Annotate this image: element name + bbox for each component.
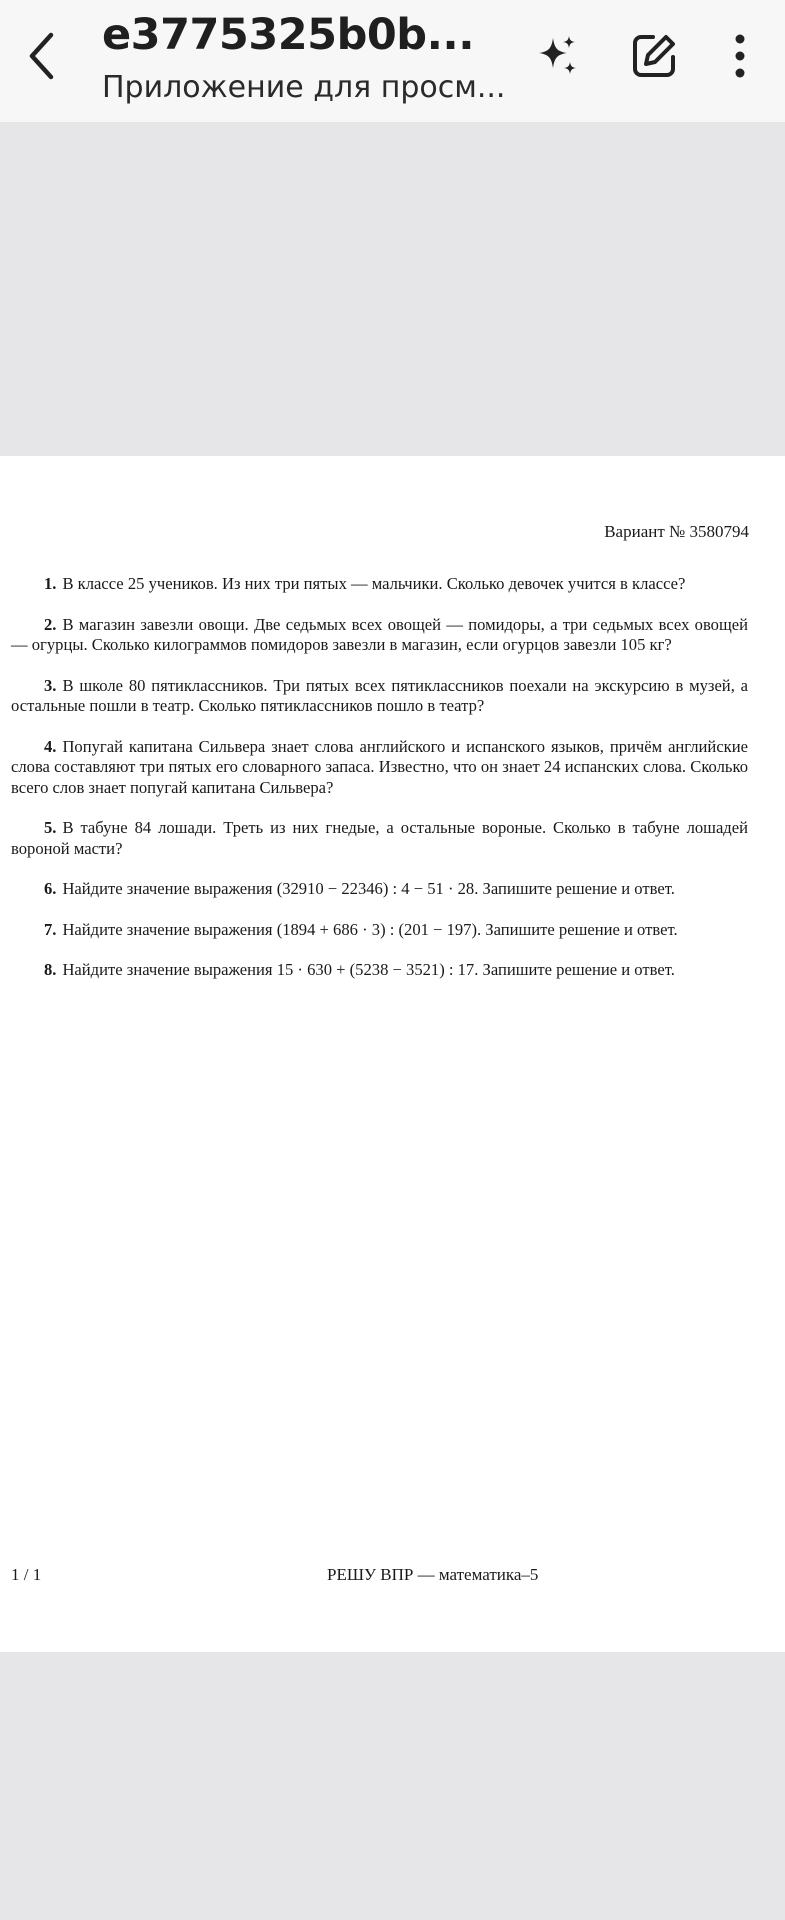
more-options-button[interactable] — [712, 26, 768, 86]
task-item — [11, 879, 748, 900]
chevron-left-icon — [27, 31, 57, 81]
task-item — [11, 737, 748, 799]
sparkles-icon — [533, 32, 581, 80]
task-number: 4. — [44, 736, 57, 756]
task-item — [11, 615, 748, 656]
task-item — [11, 818, 748, 859]
task-text: В школе 80 пятиклассников. Три пятых всех пятиклассников поехали на экскурсию в музей, а остальные пошли в театр. Сколько пятиклассников пошло в театр? — [11, 675, 748, 715]
edit-icon — [629, 31, 679, 81]
task-text: Найдите значение выражения (1894 + 686 · 3) : (201 − 197). Запишите решение и ответ. — [62, 919, 678, 939]
back-button[interactable] — [14, 22, 70, 90]
more-vertical-icon — [733, 32, 747, 80]
task-text: В магазин завезли овощи. Две седьмых всех овощей — помидоры, а три седьмых всех овощей — огурцы. Сколько килограммов помидоров завезли в магазин, если огурцов завезли 105 кг? — [11, 614, 748, 654]
task-number: 6. — [44, 879, 57, 898]
task-number: 2. — [44, 614, 57, 634]
task-item — [11, 920, 748, 941]
task-number: 5. — [44, 818, 57, 837]
ai-assistant-button[interactable] — [527, 26, 587, 86]
task-text: В классе 25 учеников. Из них три пятых — мальчики. Сколько девочек учится в классе? — [62, 574, 686, 593]
task-text: В табуне 84 лошади. Треть из них гнедые, а остальные вороные. Сколько в табуне лошадей вороной масти? — [11, 818, 748, 858]
task-item — [11, 960, 748, 981]
task-list — [11, 574, 748, 1001]
task-text: Найдите значение выражения 15 · 630 + (5238 − 3521) : 17. Запишите решение и ответ. — [62, 960, 675, 979]
variant-number: Вариант № 3580794 — [604, 522, 749, 541]
edit-button[interactable] — [624, 26, 684, 86]
task-number: 7. — [44, 919, 57, 939]
top-app-bar — [0, 0, 785, 122]
task-number: 8. — [44, 960, 57, 979]
app-subtitle: Приложение для просм... — [102, 70, 506, 105]
task-item — [11, 574, 748, 595]
document-page — [0, 456, 785, 1652]
document-title: e3775325b0b... — [102, 10, 475, 60]
page-indicator: 1 / 1 — [11, 1565, 42, 1584]
task-text: Попугай капитана Сильвера знает слова английского и испанского языков, причём английские слова составляют три пятых его словарного запаса. Известно, что он знает 24 испанских слова. Сколько всего слов знает попугай капитана Сильвера? — [11, 736, 748, 797]
task-item — [11, 676, 748, 717]
task-number: 3. — [44, 675, 57, 695]
task-number: 1. — [44, 574, 57, 593]
task-text: Найдите значение выражения (32910 − 22346) : 4 − 51 · 28. Запишите решение и ответ. — [62, 879, 675, 898]
footer-title: РЕШУ ВПР — математика–5 — [327, 1565, 539, 1584]
